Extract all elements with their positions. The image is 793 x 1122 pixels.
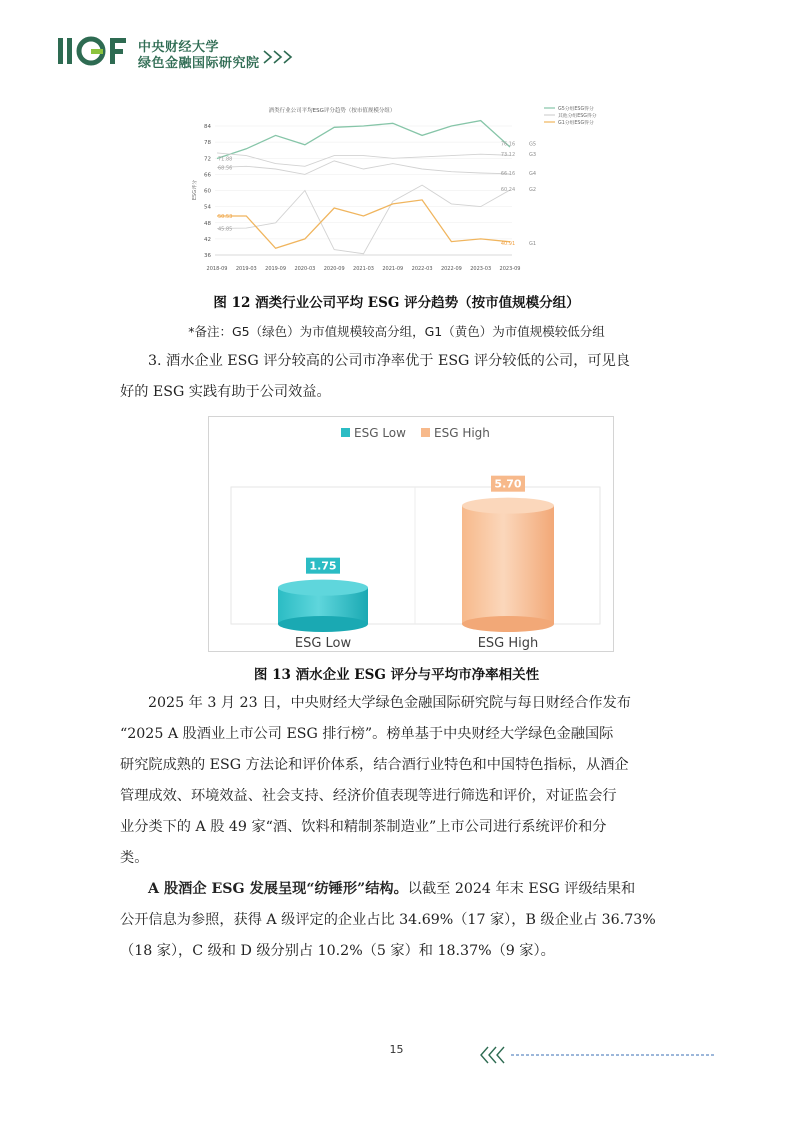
figure-13-caption: 图 13 酒水企业 ESG 评分与平均市净率相关性 bbox=[253, 667, 540, 683]
y-tick-label: 66 bbox=[204, 172, 211, 179]
end-data-label: 73.12 bbox=[500, 152, 516, 159]
paragraph-3-bold-lead: A 股酒企 ESG 发展呈现“纺锤形”结构。 bbox=[148, 881, 408, 897]
legend-swatch bbox=[341, 428, 350, 437]
series-line-G2 bbox=[217, 185, 510, 254]
x-tick-label: 2020-09 bbox=[323, 266, 345, 272]
x-tick-label: 2020-03 bbox=[294, 266, 316, 272]
y-tick-label: 48 bbox=[204, 220, 211, 227]
page-number: 15 bbox=[389, 1043, 404, 1056]
paragraph-3-line-1 bbox=[120, 874, 675, 905]
y-tick-label: 60 bbox=[204, 188, 211, 195]
y-tick-label: 72 bbox=[204, 156, 211, 163]
paragraph-3-line-3: （18 家），C 级和 D 级分别占 10.2%（5 家）和 18.37%（9 家）。 bbox=[120, 943, 555, 959]
x-tick-label: 2021-09 bbox=[382, 266, 404, 272]
paragraph-2-line-4: 管理成效、环境效益、社会支持、经济价值表现等进行筛选和评价，对证监会行 bbox=[120, 788, 617, 804]
logo-letters: IIGF bbox=[58, 65, 61, 66]
y-axis-label: ESG评分 bbox=[192, 179, 198, 201]
chart-title: 酒类行业公司平均ESG评分趋势（按市值规模分组） bbox=[268, 108, 396, 114]
group-label: G4 bbox=[529, 171, 537, 178]
x-tick-label: 2018-09 bbox=[206, 266, 228, 272]
series-line-G1 bbox=[217, 200, 510, 248]
paragraph-2-line-6: 类。 bbox=[120, 850, 149, 866]
legend-label: 其他分组ESG得分 bbox=[558, 114, 597, 119]
x-tick-label: ESG High bbox=[477, 636, 539, 651]
org-name-line1: 中央财经大学 bbox=[138, 40, 220, 55]
paragraph-2-line-1: 2025 年 3 月 23 日，中央财经大学绿色金融国际研究院与每日财经合作发布 bbox=[148, 695, 631, 711]
x-tick-label: 2022-09 bbox=[440, 266, 462, 272]
group-label: G5 bbox=[529, 141, 537, 148]
start-data-label: 71.88 bbox=[218, 156, 233, 163]
paragraph-2-line-3: 研究院成熟的 ESG 方法论和评价体系，结合酒行业特色和中国特色指标，从酒企 bbox=[120, 757, 629, 773]
chevron-right-icon bbox=[262, 49, 296, 65]
end-data-label: 66.16 bbox=[500, 171, 516, 178]
x-tick-label: 2023-09 bbox=[499, 266, 521, 272]
end-data-label: 60.24 bbox=[500, 187, 516, 194]
bar-1 bbox=[462, 506, 554, 624]
paragraph-3-line-2: 公开信息为参照，获得 A 级评定的企业占比 34.69%（17 家），B 级企业占 36.73% bbox=[120, 912, 656, 928]
figure-12-note: *备注：G5（绿色）为市值规模较高分组，G1（黄色）为市值规模较低分组 bbox=[188, 324, 605, 339]
paragraph-1 bbox=[120, 346, 675, 408]
esg-trend-line-chart bbox=[192, 98, 602, 276]
series-line-G4 bbox=[217, 161, 510, 175]
data-label: 1.75 bbox=[309, 559, 337, 573]
group-label: G3 bbox=[529, 152, 537, 159]
y-tick-label: 78 bbox=[204, 140, 211, 147]
paragraph-3-line-1-rest: 以截至 2024 年末 ESG 评级结果和 bbox=[407, 881, 636, 897]
group-label: G2 bbox=[529, 187, 537, 194]
bar-top-1 bbox=[462, 498, 554, 514]
series-line-G3 bbox=[217, 153, 510, 166]
start-data-label: 45.85 bbox=[218, 226, 233, 233]
legend-label: G5分组ESG得分 bbox=[558, 107, 594, 112]
x-tick-label: 2021-03 bbox=[353, 266, 374, 272]
legend-label: ESG Low bbox=[354, 426, 406, 440]
paragraph-3 bbox=[120, 874, 675, 967]
chevron-left-icon bbox=[481, 1047, 504, 1063]
legend-label: ESG High bbox=[434, 426, 490, 440]
paragraph-2-line-2: “2025 A 股酒业上市公司 ESG 排行榜”。榜单基于中央财经大学绿色金融国际 bbox=[120, 726, 614, 742]
bar-top-0 bbox=[278, 580, 368, 596]
paragraph-1-line-1: 3. 酒水企业 ESG 评分较高的公司市净率优于 ESG 评分较低的公司，可见良 bbox=[148, 353, 630, 369]
y-tick-label: 54 bbox=[204, 204, 211, 211]
legend-swatch bbox=[421, 428, 430, 437]
y-tick-label: 84 bbox=[204, 124, 211, 130]
iigf-logo bbox=[58, 36, 136, 68]
y-tick-label: 42 bbox=[204, 236, 211, 243]
y-tick-label: 36 bbox=[204, 253, 211, 259]
figure-12-caption: 图 12 酒类行业公司平均 ESG 评分趋势（按市值规模分组） bbox=[213, 295, 580, 311]
x-tick-label: 2022-03 bbox=[411, 266, 433, 272]
x-tick-label: 2019-09 bbox=[265, 266, 287, 272]
end-data-label: 40.91 bbox=[500, 240, 516, 247]
legend-label: G1分组ESG得分 bbox=[558, 121, 594, 126]
paragraph-2-line-5: 业分类下的 A 股 49 家“酒、饮料和精制茶制造业”上市公司进行系统评价和分 bbox=[120, 819, 607, 835]
paragraph-1-line-2: 好的 ESG 实践有助于公司效益。 bbox=[120, 384, 331, 400]
data-label: 5.70 bbox=[494, 477, 522, 491]
org-name-line2: 绿色金融国际研究院 bbox=[138, 56, 260, 71]
start-data-label: 68.56 bbox=[218, 165, 233, 172]
bar-base-1 bbox=[462, 616, 554, 632]
x-tick-label: ESG Low bbox=[294, 636, 352, 651]
start-data-label: 50.53 bbox=[218, 214, 233, 221]
x-tick-label: 2019-03 bbox=[235, 266, 257, 272]
group-label: G1 bbox=[529, 240, 537, 247]
bar-base-0 bbox=[278, 616, 368, 632]
x-tick-label: 2023-03 bbox=[470, 266, 492, 272]
esg-pb-bar-chart bbox=[208, 416, 614, 652]
paragraph-2 bbox=[120, 688, 675, 874]
footer-decoration bbox=[478, 1045, 718, 1065]
end-data-label: 76.16 bbox=[500, 141, 516, 148]
page-header bbox=[0, 0, 793, 90]
